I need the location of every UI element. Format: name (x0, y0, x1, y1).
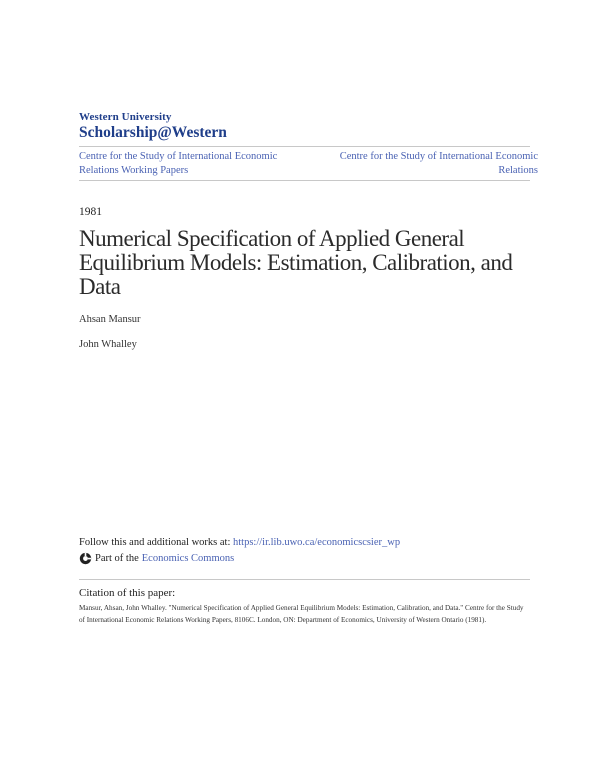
part-of-label: Part of the (95, 553, 139, 564)
follow-label: Follow this and additional works at: (79, 537, 233, 548)
header-divider-bottom (79, 180, 530, 181)
institution-name: Western University (79, 111, 172, 123)
part-of-line (79, 552, 234, 565)
citation-divider (79, 579, 530, 580)
header-divider-top (79, 146, 530, 147)
repository-name: Scholarship@Western (79, 124, 227, 141)
citation-heading: Citation of this paper: (79, 587, 176, 599)
economics-commons-link[interactable]: Economics Commons (141, 553, 235, 564)
repository-brand[interactable] (79, 111, 227, 142)
network-commons-icon (79, 552, 92, 565)
series-link-working-papers[interactable]: Centre for the Study of International Economic Relations Working Papers (79, 151, 278, 176)
author-name[interactable]: Ahsan Mansur (79, 314, 141, 325)
citation-text: Mansur, Ahsan, John Whalley. "Numerical Specification of Applied General Equilibrium Models: Estimation, Calibration, and Data." Centre for the Study of International Economic Relations Working Papers, 8106C. London, ON: Department of Economics, University of Western Ontario (1981). (79, 604, 524, 624)
collection-link[interactable]: https://ir.lib.uwo.ca/economicscsier_wp (233, 537, 401, 548)
paper-title: Numerical Specification of Applied General Equilibrium Models: Estimation, Calibration, and Data (79, 226, 513, 299)
author-name[interactable]: John Whalley (79, 339, 137, 350)
publication-year: 1981 (79, 206, 102, 218)
series-link-centre[interactable]: Centre for the Study of International Economic Relations (339, 151, 538, 176)
follow-line (79, 537, 400, 548)
